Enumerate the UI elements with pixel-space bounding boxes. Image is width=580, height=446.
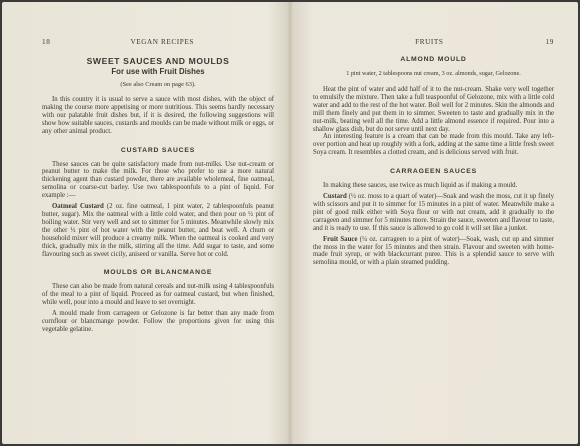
almond-mould-ingredients: 1 pint water, 2 tablespoons nut cream, 3 oz. almonds, sugar, Gelozone. xyxy=(346,70,521,77)
almond-mould-heading: ALMOND MOULD xyxy=(400,56,467,63)
almond-mould-paragraph-1: Heat the pint of water and add half of it to the nut-cream. Shake very well together to emulsify the mixture. Then take a full teaspoonful of Gelozone, mix with a little cold water and add to the rest of the hot water. Boil well for 2 minutes. Skin the almonds and mill them finely and put them in to simmer. Sweeten to taste and gradually mix in the nut-milk, beating well all the time. Add a little almond essence if required. Pour into a shallow glass dish, but do not serve until next day. xyxy=(313,86,554,133)
carrageen-sauces-heading: CARRAGEEN SAUCES xyxy=(390,168,477,176)
oatmeal-custard-paragraph xyxy=(42,203,274,258)
fruit-sauce-name: Fruit Sauce xyxy=(323,235,358,243)
right-running-title: FRUITS xyxy=(415,38,444,46)
right-running-head xyxy=(313,38,554,46)
almond-mould-paragraph-2: An interesting feature is a cream that can be made from this mould. Take any left-over portion and heat up roughly with a fork, adding at the same time a little fresh sweet Soya cream. It resembles a clotted cream, and is delicious served with fruit. xyxy=(313,133,554,157)
left-running-head xyxy=(42,38,274,46)
oatmeal-custard-text: (2 oz. fine oatmeal, 1 pint water, 2 tablespoonfuls peanut butter, sugar). Mix the oatmeal with a little cold water, and then pour on ½ pint of boiling water. Stir very well and set to simmer for 5 minutes. Meanwhile slowly mix the other ½ pint of hot water with the peanut butter, and beat well. A churn or household mixer will produce a creamy milk. When the oatmeal is cooked and very thick, gradually mix in the milk, stirring all the time. Add sugar to taste, and some flavouring such as sweet cicily, aniseed or vanilla. Serve hot or cold. xyxy=(42,203,275,258)
custard-recipe-name: Custard xyxy=(323,193,347,201)
custard-recipe-paragraph xyxy=(313,193,554,233)
moulds-paragraph-1: These can also be made from natural cereals and nut-milk using 4 tablespoonfuls of the meal to a pint of liquid. Proceed as for oatmeal custard, but when finished, while well, pour into a mould and leave to set overnight. xyxy=(42,283,274,307)
left-running-title: VEGAN RECIPES xyxy=(130,38,194,46)
book-spread xyxy=(2,2,578,444)
moulds-heading: MOULDS OR BLANCMANGE xyxy=(103,269,213,277)
custard-intro-paragraph: These sauces can be quite satisfactory made from nut-milks. Use nut-cream or peanut butter to make the milk. For those who prefer to use a more natural thickening agent than custard powder, there are available wholemeal, fine oatmeal, semolina or coarse-cut barley. Use two tablespoonfuls to a pint of liquid. For example :— xyxy=(42,160,274,200)
left-page-number: 18 xyxy=(42,38,51,46)
fruit-sauce-paragraph xyxy=(313,236,554,268)
moulds-paragraph-2: A mould made from carrageen or Gelozone is far better than any made from cornflour or blancmange powder. Follow the proportions given for using this vegetable gelatine. xyxy=(42,310,274,333)
custard-sauces-heading: CUSTARD SAUCES xyxy=(120,146,196,154)
right-page-number: 19 xyxy=(545,38,554,46)
oatmeal-custard-name: Oatmeal Custard xyxy=(52,203,104,211)
chapter-subtitle: For use with Fruit Dishes xyxy=(111,67,205,76)
right-page xyxy=(293,2,578,444)
custard-recipe-text: (½ oz. moss to a quart of water)—Soak and wash the moss, cut it up finely with scissors and put it to simmer for 15 minutes in a pint of water. Meanwhile make a pint of good milk either with Soya flour or with nut cream, add it gradually to the carrageen and simmer for 5 minutes more. Strain the sauce, sweeten and flavour to taste, and it is ready to use. If this sauce is allowed to go cold it will set like a junket. xyxy=(313,193,555,232)
carrageen-intro-paragraph: In making these sauces, use twice as much liquid as if making a mould. xyxy=(323,182,518,190)
fruit-sauce-text: (¼ oz. carrageen to a pint of water)—Soak, wash, cut up and simmer the moss in the water for 15 minutes and then strain. Flavour and sweeten with home-made fruit syrup, or with blackcurrant puree. This is a splendid sauce to serve with semolina mould, or with a plain steamed pudding. xyxy=(313,235,555,267)
intro-paragraph: In this country it is usual to serve a sauce with most dishes, with the object of making the course more appetising or more nutritious. This seems hardly necessary with our palatable fruit dishes but, if it is desired, the following suggestions will show how suitable sauces, custards and moulds can be made without milk or eggs, or any other animal product. xyxy=(42,96,274,135)
cross-reference-note: (See also Cream on page 63). xyxy=(120,81,196,88)
chapter-title: SWEET SAUCES AND MOULDS xyxy=(86,56,230,66)
left-page xyxy=(2,2,288,444)
